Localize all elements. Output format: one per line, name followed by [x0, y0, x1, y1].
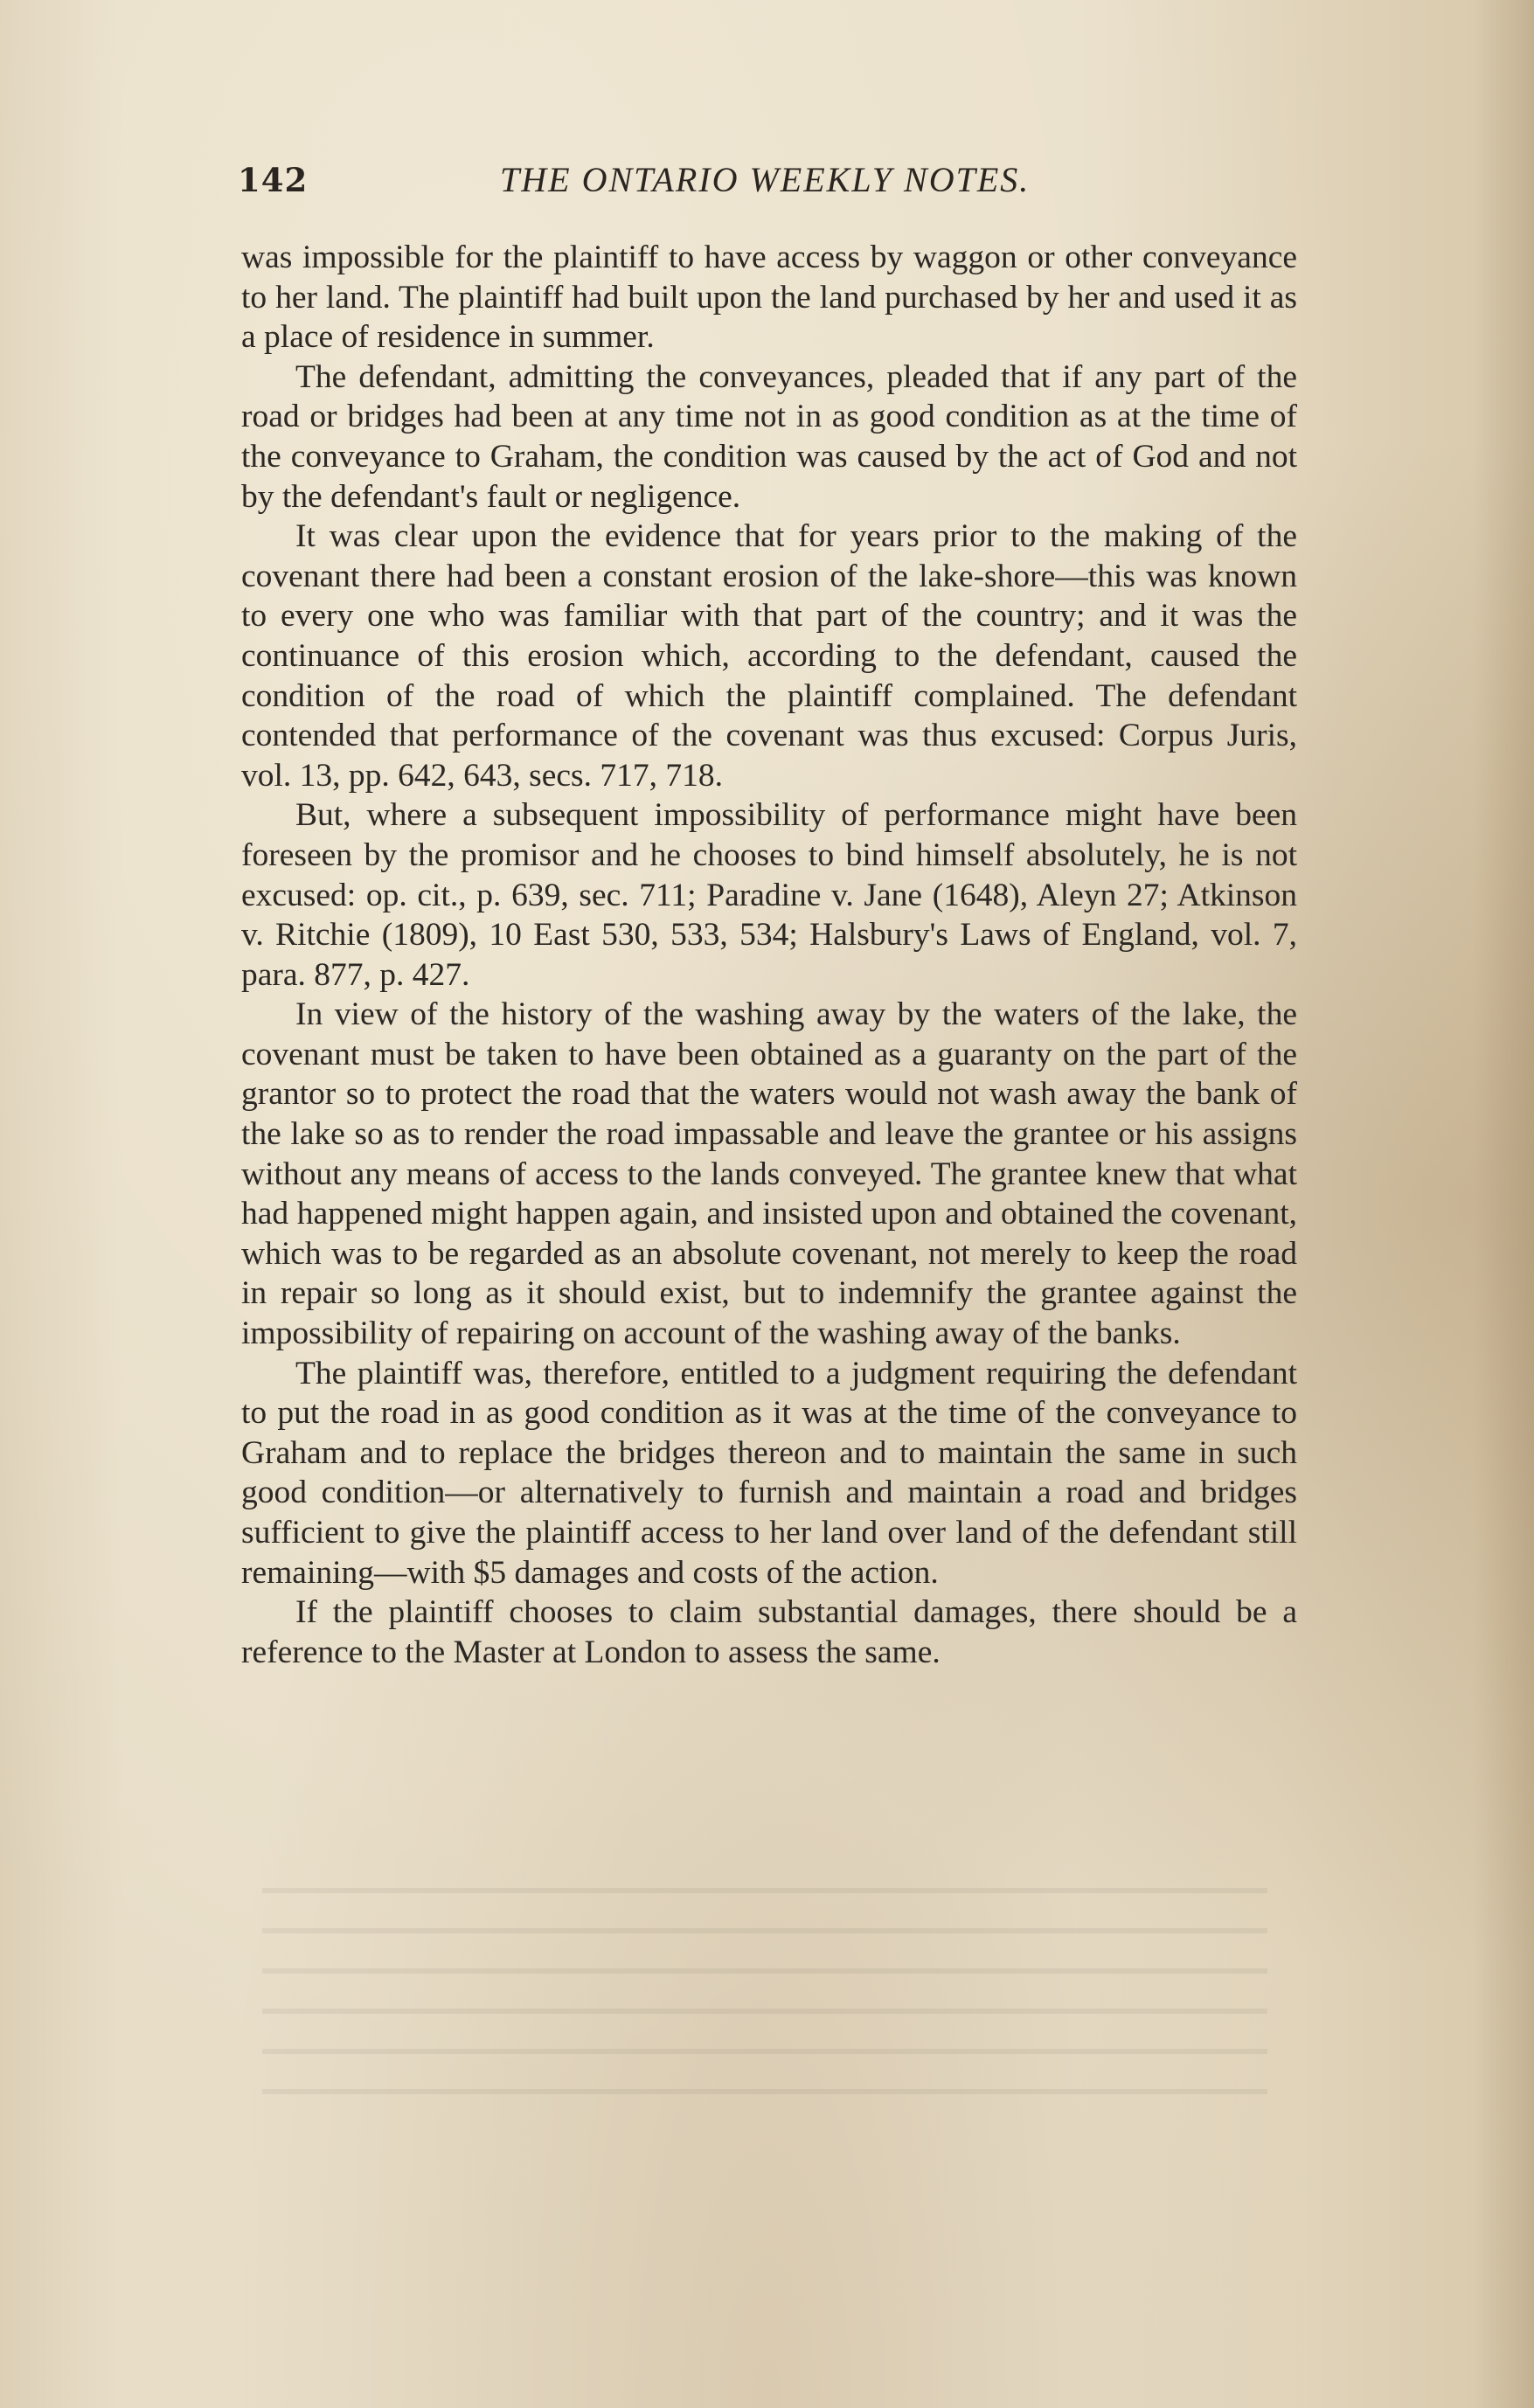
paragraph: It was clear upon the evidence that for years prior to the making of the covenant there had been a constant erosion of the lake-shore—this was known to every one who was familiar with that part of the country; and it was the continuance of this erosion which, according to the defendant, caused the condition of the road of which the plaintiff complained. The defendant contended that performance of the covenant was thus excused: Corpus Juris, vol. 13, pp. 642, 643, secs. 717, 718. [241, 518, 1297, 794]
page-header [238, 156, 1304, 208]
paragraph: But, where a subsequent impossibility of performance might have been foreseen by the promisor and he chooses to bind himself absolutely, he is not excused: op. cit., p. 639, sec. 711; Paradine v. Jane (1648), Aleyn 27; Atkinson v. Ritchie (1809), 10 East 530, 533, 534; Halsbury's Laws of England, vol. 7, para. 877, p. 427. [241, 797, 1297, 993]
paragraph: The defendant, admitting the conveyances, pleaded that if any part of the road or bridges had been at any time not in as good condition as at the time of the conveyance to Graham, the condition was caused by the act of God and not by the defendant's fault or negligence. [241, 358, 1297, 515]
paragraph: If the plaintiff chooses to claim substantial damages, there should be a reference to the Master at London to assess the same. [241, 1594, 1297, 1670]
show-through-bleed [262, 1888, 1267, 2115]
running-title: THE ONTARIO WEEKLY NOTES. [500, 160, 1031, 199]
paragraph: In view of the history of the washing away by the waters of the lake, the covenant must be taken to have been obtained as a guaranty on the part of the grantor so to protect the road that the waters would not wash away the bank of the lake so as to render the road impassable and leave the grantee or his assigns without any means of access to the lands conveyed. The grantee knew that what had happened might happen again, and insisted upon and obtained the covenant, which was to be regarded as an absolute covenant, not merely to keep the road in repair so long as it should exist, but to indemnify the grantee against the impossibility of repairing on account of the washing away of the banks. [241, 996, 1297, 1352]
page-number: 142 [238, 161, 309, 199]
body-text [241, 238, 1297, 1672]
paragraph: The plaintiff was, therefore, entitled to a judgment requiring the defendant to put the road in as good condition as it was at the time of the conveyance to Graham and to replace the bridges thereon and to maintain the same in such good condition—or alternatively to furnish and maintain a road and bridges sufficient to give the plaintiff access to her land over land of the defendant still remaining—with $5 damages and costs of the action. [241, 1355, 1297, 1591]
paragraph-continued: was impossible for the plaintiff to have access by waggon or other conveyance to her land. The plaintiff had built upon the land purchased by her and used it as a place of residence in summer. [241, 239, 1297, 356]
page-edge-shadow [1473, 0, 1534, 2408]
